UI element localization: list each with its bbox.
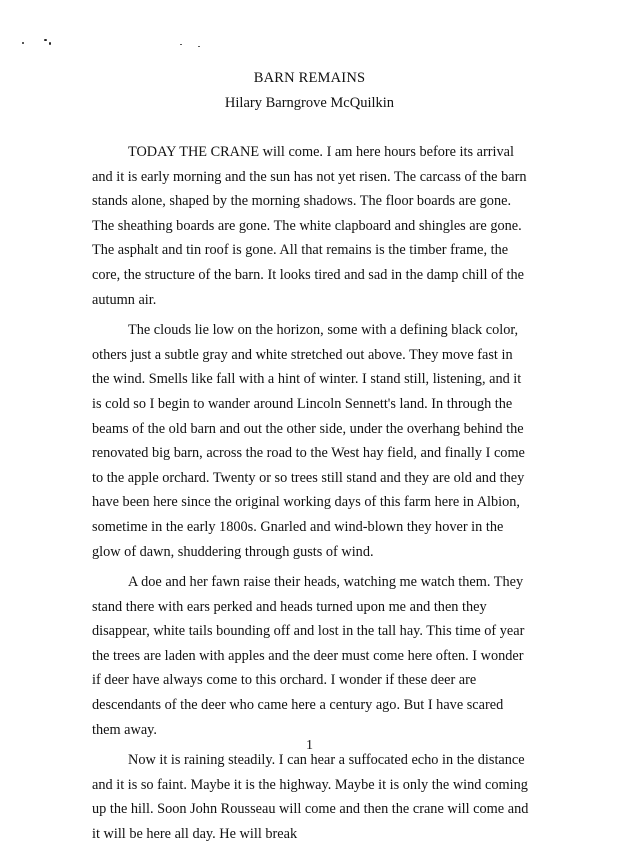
paragraph: The clouds lie low on the horizon, some with a defining black color, others just a subtle gray and white stretched out above. They move fast in the wind. Smells like fall with a hint of winter. I stand still, listening, and it is cold so I begin to wander around Lincoln Sennett's land. In through the beams of the old barn and out the other side, under the overhang behind the renovated big barn, across the road to the West hay field, and finally I come to the apple orchard. Twenty or so trees still stand and they are old and they have been here since the original working days of this farm here in Albion, sometime in the early 1800s. Gnarled and wind-blown they hover in the glow of dawn, shuddering through gusts of wind.: [92, 322, 525, 560]
scan-speck: [22, 42, 24, 44]
paragraph: A doe and her fawn raise their heads, watching me watch them. They stand there with ears perked and heads turned upon me and then they disappear, white tails bounding off and lost in the tall hay. This time of year the trees are laden with apples and the deer must come here often. I wonder if deer have always come to this orchard. I wonder if these deer are descendants of the deer who came here a century ago. But I have scared them away.: [92, 574, 525, 738]
scan-speck: [49, 42, 51, 45]
paragraph: TODAY THE CRANE will come. I am here hours before its arrival and it is early morning and the sun has not yet risen. The carcass of the barn stands alone, shaped by the morning shadows. The floor boards are gone. The sheathing boards are gone. The white clapboard and shingles are gone. The asphalt and tin roof is gone. All that remains is the timber frame, the core, the structure of the barn. It looks tired and sad in the damp chill of the autumn air.: [92, 144, 527, 308]
paragraph: Now it is raining steadily. I can hear a suffocated echo in the distance and it is so faint. Maybe it is the highway. Maybe it is only the wind coming up the hill. Soon John Rousseau will come and then the crane will come and it will be here all day. He will break: [92, 752, 529, 843]
scan-speck: [44, 39, 47, 41]
page-number: 1: [306, 738, 313, 753]
document-author: Hilary Barngrove McQuilkin: [224, 95, 395, 111]
scan-speck: [198, 46, 200, 47]
document-title: BARN REMAINS: [253, 70, 366, 86]
scan-specks: [20, 36, 220, 56]
scan-speck: [180, 44, 182, 45]
